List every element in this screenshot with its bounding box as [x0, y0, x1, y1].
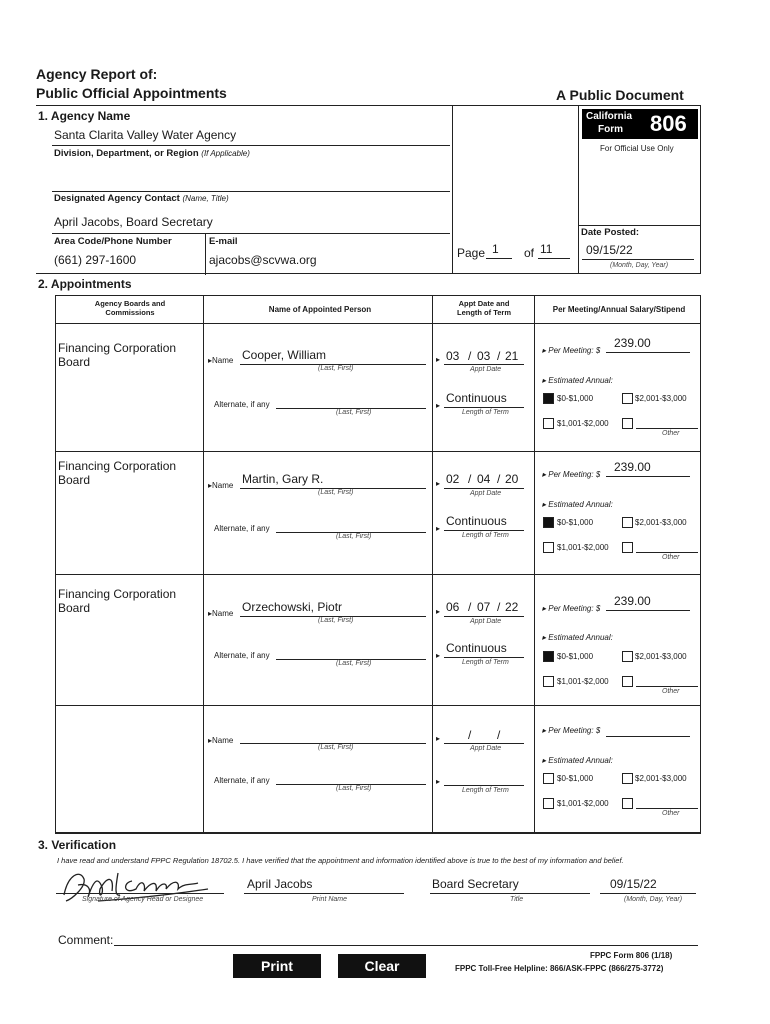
of-label: of [524, 246, 535, 260]
division-rule [52, 191, 450, 192]
length-hint: Length of Term [462, 659, 509, 666]
appt-day: 04 [477, 472, 491, 486]
checkbox-0-1000[interactable] [543, 393, 554, 404]
board-name: Financing Corporation Board [58, 587, 177, 615]
other-hint: Other [662, 810, 680, 817]
form-label: Form [598, 124, 623, 135]
checkbox-2001-3000[interactable] [622, 773, 633, 784]
contact-value: April Jacobs, Board Secretary [54, 215, 213, 229]
board-name: Financing Corporation Board [58, 341, 177, 369]
page-number: 1 [492, 242, 499, 256]
col-salary: Per Meeting/Annual Salary/Stipend [552, 305, 686, 314]
form-number: 806 [650, 111, 687, 136]
name-label: ▸Name [208, 356, 234, 365]
last-first-hint: (Last, First) [318, 489, 354, 496]
alternate-label: Alternate, if any [214, 400, 270, 409]
official-use-label: For Official Use Only [600, 144, 674, 153]
option-label: $0-$1,000 [557, 394, 594, 403]
title-label: Title [510, 896, 524, 903]
section3-heading: 3. Verification [38, 838, 117, 852]
header-rule [36, 105, 701, 106]
board-name: Financing Corporation Board [58, 459, 177, 487]
date-label: (Month, Day, Year) [624, 896, 683, 903]
title-line-2: Public Official Appointments [36, 85, 227, 101]
est-annual-label: ▸ Estimated Annual: [542, 756, 613, 765]
per-meeting-amount: 239.00 [614, 594, 651, 608]
appt-year: 20 [505, 472, 519, 486]
checkbox-1001-2000[interactable] [543, 676, 554, 687]
form-badge [582, 109, 698, 139]
col-person: Name of Appointed Person [268, 305, 372, 314]
checkbox-0-1000[interactable] [543, 517, 554, 528]
clear-button[interactable]: Clear [338, 954, 426, 978]
term-length: Continuous [446, 391, 507, 405]
per-meeting-amount: 239.00 [614, 460, 651, 474]
term-length: Continuous [446, 641, 507, 655]
option-label: $2,001-$3,000 [635, 518, 687, 527]
length-hint: Length of Term [462, 787, 509, 794]
section1-heading: 1. Agency Name [38, 109, 131, 123]
alternate-label: Alternate, if any [214, 524, 270, 533]
appt-month: 02 [446, 472, 460, 486]
appt-date-hint: Appt Date [470, 366, 502, 373]
term-length: Continuous [446, 514, 507, 528]
signature-label: Signature of Agency Head or Designee [82, 896, 204, 903]
col-boards: Agency Boards and Commissions [94, 299, 166, 317]
option-label: $2,001-$3,000 [635, 652, 687, 661]
last-first-hint: (Last, First) [318, 365, 354, 372]
appt-day: 03 [477, 349, 491, 363]
other-hint: Other [662, 688, 680, 695]
section1-bottom-rule [36, 273, 701, 274]
verification-date: 09/15/22 [610, 877, 657, 891]
option-label: $0-$1,000 [557, 652, 594, 661]
col-date: Appt Date and Length of Term [456, 299, 512, 317]
per-meeting-label: ▸ Per Meeting: $ [542, 604, 601, 613]
option-label: $1,001-$2,000 [557, 419, 609, 428]
title-value: Board Secretary [432, 877, 519, 891]
per-meeting-label: ▸ Per Meeting: $ [542, 346, 601, 355]
appt-date-hint: Appt Date [470, 490, 502, 497]
appt-month: 03 [446, 349, 460, 363]
phone-value: (661) 297-1600 [54, 253, 137, 267]
option-label: $0-$1,000 [557, 774, 594, 783]
last-first-hint: (Last, First) [336, 785, 372, 792]
appt-year: 21 [505, 349, 519, 363]
comment-field[interactable] [114, 945, 698, 946]
checkbox-1001-2000[interactable] [543, 798, 554, 809]
checkbox-other[interactable] [622, 676, 633, 687]
phone-label: Area Code/Phone Number [54, 236, 172, 247]
length-hint: Length of Term [462, 532, 509, 539]
contact-rule [52, 233, 450, 234]
appt-date-hint: Appt Date [470, 745, 502, 752]
comment-label: Comment: [58, 933, 114, 947]
form-id: FPPC Form 806 (1/18) [590, 951, 673, 960]
agency-name: Santa Clarita Valley Water Agency [54, 128, 237, 142]
agency-name-rule [52, 145, 450, 146]
arrow: ▸ [436, 355, 441, 364]
last-first-hint: (Last, First) [318, 744, 354, 751]
verification-statement: I have read and understand FPPC Regulation 18702.5. I have verified that the appointment and information identified above is true to the best of my information and belief. [57, 856, 624, 865]
email-label: E-mail [209, 236, 238, 247]
appt-year: 22 [505, 600, 519, 614]
public-document-label: A Public Document [556, 87, 684, 103]
last-first-hint: (Last, First) [336, 533, 372, 540]
name-label: ▸Name [208, 609, 234, 618]
california-label: California [586, 111, 633, 122]
option-label: $1,001-$2,000 [557, 677, 609, 686]
other-hint: Other [662, 430, 680, 437]
last-first-hint: (Last, First) [318, 617, 354, 624]
section2-heading: 2. Appointments [38, 277, 132, 291]
name-label: ▸Name [208, 481, 234, 490]
per-meeting-amount: 239.00 [614, 336, 651, 350]
appt-day: 07 [477, 600, 491, 614]
option-label: $1,001-$2,000 [557, 543, 609, 552]
alternate-label: Alternate, if any [214, 776, 270, 785]
est-annual-label: ▸ Estimated Annual: [542, 500, 613, 509]
checkbox-2001-3000[interactable] [622, 517, 633, 528]
option-label: $1,001-$2,000 [557, 799, 609, 808]
checkbox-other[interactable] [622, 542, 633, 553]
checkbox-1001-2000[interactable] [543, 542, 554, 553]
appt-month: 06 [446, 600, 460, 614]
print-name-label: Print Name [312, 896, 348, 903]
est-annual-label: ▸ Estimated Annual: [542, 376, 613, 385]
option-label: $2,001-$3,000 [635, 394, 687, 403]
helpline: FPPC Toll-Free Helpline: 866/ASK-FPPC (866/275-3772) [455, 964, 664, 973]
checkbox-2001-3000[interactable] [622, 651, 633, 662]
appointee-name: Cooper, William [242, 348, 327, 362]
print-button[interactable]: Print [233, 954, 321, 978]
page-total: 11 [540, 242, 553, 256]
alternate-label: Alternate, if any [214, 651, 270, 660]
appointee-name: Martin, Gary R. [242, 472, 324, 486]
email-value: ajacobs@scvwa.org [209, 253, 317, 267]
date-posted-hint: (Month, Day, Year) [610, 262, 669, 269]
date-posted-label: Date Posted: [581, 227, 640, 238]
checkbox-2001-3000[interactable] [622, 393, 633, 404]
last-first-hint: (Last, First) [336, 660, 372, 667]
checkbox-other[interactable] [622, 798, 633, 809]
checkbox-other[interactable] [622, 418, 633, 429]
name-label: ▸Name [208, 736, 234, 745]
title-line-1: Agency Report of: [36, 66, 158, 82]
option-label: $2,001-$3,000 [635, 774, 687, 783]
page-label: Page [457, 246, 486, 260]
checkbox-0-1000[interactable] [543, 651, 554, 662]
appt-date-hint: Appt Date [470, 618, 502, 625]
division-label: Division, Department, or Region (If Applicable) [54, 148, 250, 159]
contact-label: Designated Agency Contact (Name, Title) [54, 193, 229, 204]
date-posted-value: 09/15/22 [586, 243, 633, 257]
per-meeting-label: ▸ Per Meeting: $ [542, 726, 601, 735]
checkbox-0-1000[interactable] [543, 773, 554, 784]
last-first-hint: (Last, First) [336, 409, 372, 416]
per-meeting-label: ▸ Per Meeting: $ [542, 470, 601, 479]
est-annual-label: ▸ Estimated Annual: [542, 633, 613, 642]
other-hint: Other [662, 554, 680, 561]
checkbox-1001-2000[interactable] [543, 418, 554, 429]
option-label: $0-$1,000 [557, 518, 594, 527]
appointee-name: Orzechowski, Piotr [242, 600, 343, 614]
length-hint: Length of Term [462, 409, 509, 416]
print-name-value: April Jacobs [247, 877, 313, 891]
